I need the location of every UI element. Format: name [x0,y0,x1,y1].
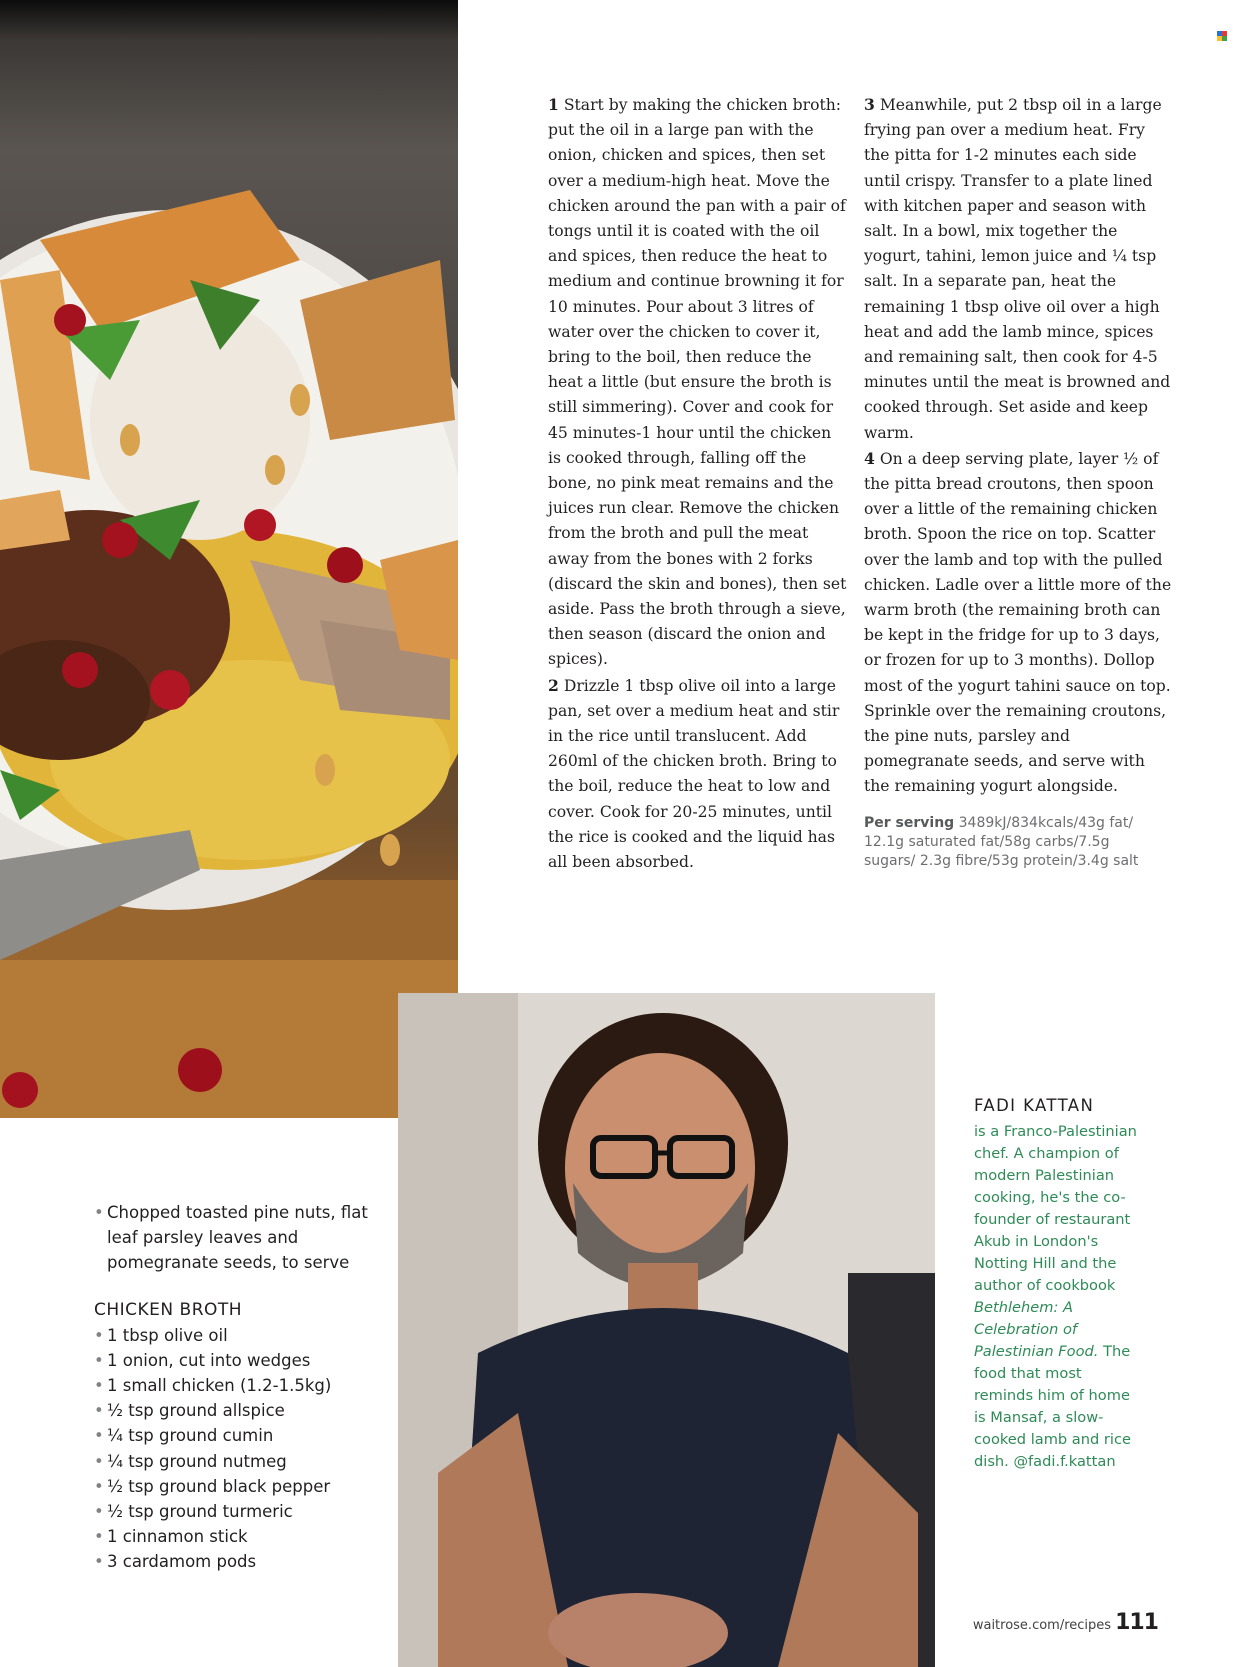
bio-text-outro: The food that most reminds him of home is Mansaf, a slow-cooked lamb and rice dish. @fadi.f.kattan [974,1343,1131,1470]
step-number: 4 [864,448,875,468]
footer-url: waitrose.com/recipes [972,1618,1112,1633]
ingredient-item: • 1 small chicken (1.2-1.5kg) [94,1373,384,1398]
method-step [864,446,1174,800]
nutrition-label: Per serving [864,814,955,831]
chef-name: FADI KATTAN [974,1096,1095,1115]
step-number: 1 [548,95,559,114]
ingredient-item: • 1 cinnamon stick [94,1524,384,1549]
step-text: On a deep serving plate, layer ½ of the pitta bread croutons, then spoon over a little of the remaining chicken broth. Spoon the rice on top. Scatter over the lamb and top with the pulled chicken. Ladle over a little more of the warm broth (the remaining broth can be kept in the fridge for up to 3 days, or frozen for up to 3 months). Dollop most of the yogurt tahini sauce on top. Sprinkle over the remaining croutons, the pine nuts, parsley and pomegranate seeds, and serve with the remaining yogurt alongside. [864,449,1172,796]
chef-portrait [398,993,935,1667]
step-text: Drizzle 1 tbsp olive oil into a large pan, set over a medium heat and stir in the rice until translucent. Add 260ml of the chicken broth. Bring to the boil, reduce the heat to low and cover. Cook for 20-25 minutes, until the rice is cooked and the liquid has all been absorbed. [548,676,840,872]
ingredient-item: • Chopped toasted pine nuts, flat leaf parsley leaves and pomegranate seeds, to serve [94,1200,384,1276]
page-number: 111 [1115,1610,1158,1635]
bio-text-intro: is a Franco-Palestinian chef. A champion of modern Palestinian cooking, he's the co-founder of restaurant Akub in London's Notting Hill and the author of cookbook [974,1123,1137,1294]
ingredients-list [94,1200,384,1575]
step-number: 2 [548,675,559,695]
step-text: Meanwhile, put 2 tbsp oil in a large frying pan over a medium heat. Fry the pitta for 1-2 minutes each side until crispy. Transfer to a plate lined with kitchen paper and season with salt. In a bowl, mix together the yogurt, tahini, lemon juice and ¼ tsp salt. In a separate pan, heat the remaining 1 tbsp olive oil over a high heat and add the lamb mince, spices and remaining salt, then cook for 4-5 minutes until the meat is browned and cooked through. Set aside and keep warm. [864,96,1171,442]
book-title: Bethlehem: A Celebration of Palestinian Food. [974,1299,1099,1360]
method-step [548,673,848,876]
step-number: 3 [864,95,875,114]
method-column-left [548,92,848,875]
method-column-right [864,92,1174,871]
chicken-broth-heading: CHICKEN BROTH [94,1299,243,1320]
ingredient-item: • ¼ tsp ground nutmeg [94,1449,384,1474]
nutrition-info [864,814,1154,871]
nutrition-values: 3489kJ/834kcals/43g fat/ 12.1g saturated fat/58g carbs/7.5g sugars/ 2.3g fibre/53g protein/3.4g salt [864,814,1139,869]
chef-bio-text [974,1121,1144,1473]
food-photo [0,0,458,1118]
ingredient-item: • 1 onion, cut into wedges [94,1348,384,1373]
ingredient-item: • ¼ tsp ground cumin [94,1423,384,1448]
chef-portrait-illustration [398,993,935,1667]
page-footer [973,1610,1158,1635]
method-step [548,92,848,673]
chef-bio [974,1095,1144,1473]
registration-mark-icon [1217,31,1227,41]
step-text: Start by making the chicken broth: put the oil in a large pan with the onion, chicken and spices, then set over a medium-high heat. Move the chicken around the pan with a pair of tongs until it is coated with the oil and spices, then reduce the heat to medium and continue browning it for 10 minutes. Pour about 3 litres of water over the chicken to cover it, bring to the boil, then reduce the heat a little (but ensure the broth is still simmering). Cover and cook for 45 minutes-1 hour until the chicken is cooked through, falling off the bone, no pink meat remains and the juices run clear. Remove the chicken from the broth and pull the meat away from the bones with 2 forks (discard the skin and bones), then set aside. Pass the broth through a sieve, then season (discard the onion and spices). [548,96,847,669]
ingredient-item: • 3 cardamom pods [94,1549,384,1574]
ingredient-item: • ½ tsp ground turmeric [94,1499,384,1524]
ingredient-item: • ½ tsp ground allspice [94,1398,384,1423]
ingredient-item: • 1 tbsp olive oil [94,1323,384,1348]
method-step [864,92,1174,446]
ingredient-item: • ½ tsp ground black pepper [94,1474,384,1499]
food-illustration [0,0,458,1118]
